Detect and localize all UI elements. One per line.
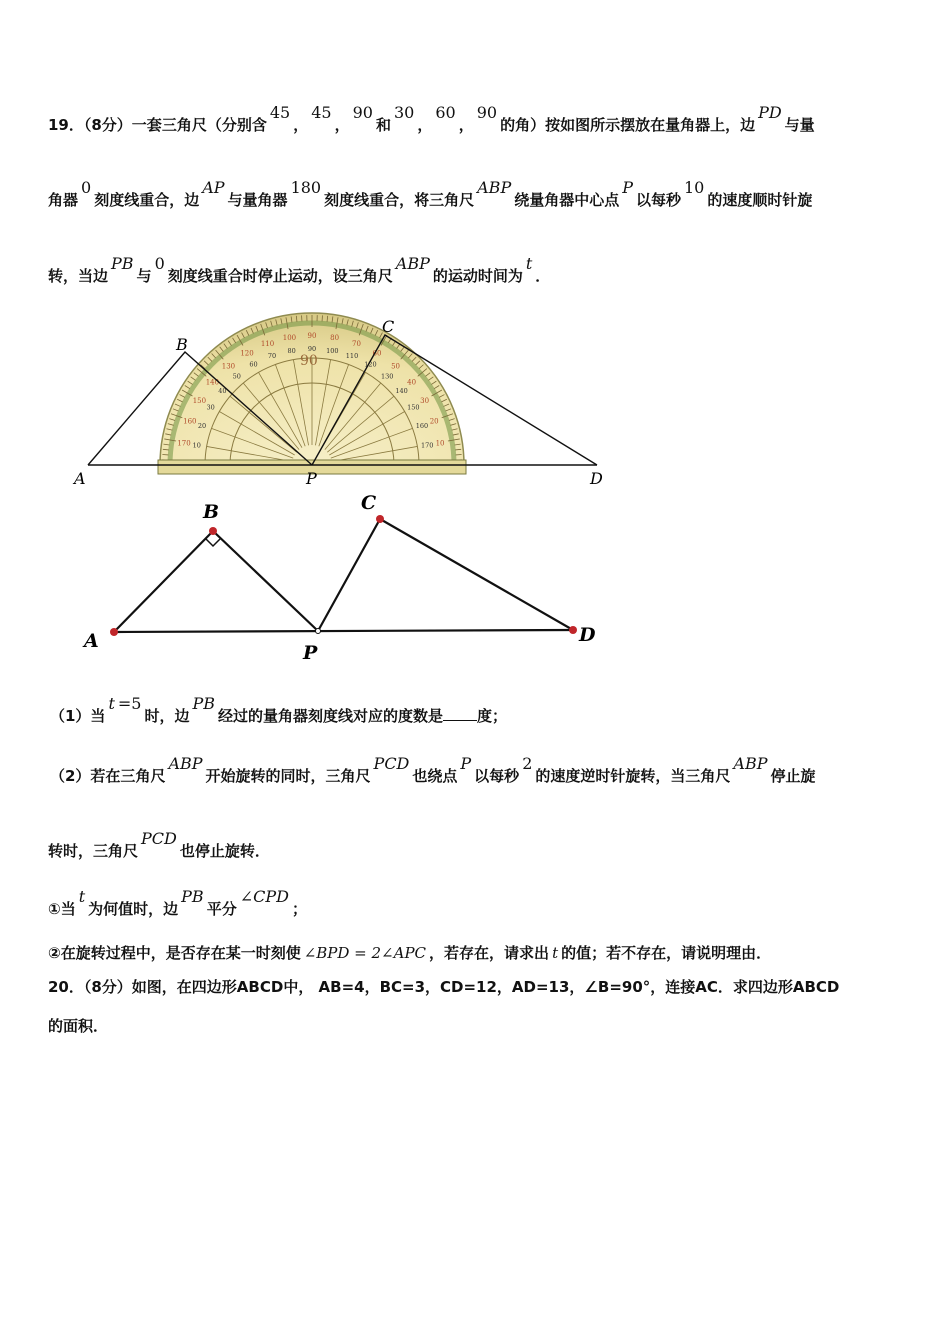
scale-outer-label: 170 <box>177 439 191 448</box>
scale-inner-label: 80 <box>287 346 296 355</box>
scale-inner-label: 150 <box>407 403 420 412</box>
point-C <box>376 515 384 523</box>
q20-line-2: 的面积． <box>48 1017 109 1035</box>
scale-inner-label: 140 <box>395 386 408 395</box>
scale-outer-label: 20 <box>429 417 439 426</box>
label-B: B <box>176 335 188 354</box>
scale-inner-label: 30 <box>206 403 215 412</box>
scale-inner-label: 110 <box>345 352 359 361</box>
scale-outer-label: 110 <box>260 339 275 348</box>
label-A: A <box>84 630 99 652</box>
answer-blank[interactable] <box>443 708 477 721</box>
scale-outer-label: 80 <box>330 333 340 342</box>
scale-inner-label: 160 <box>415 421 429 430</box>
sub-question-2-part-1: ①当t为何值时，边PB平分∠CPD； <box>48 887 307 918</box>
q19-line-2: 角器0刻度线重合，边AP与量角器180刻度线重合，将三角尺ABP绕量角器中心点P以每秒10的速度顺时针旋 <box>48 178 813 209</box>
label-P: P <box>306 469 317 488</box>
scale-outer-label: 100 <box>282 333 297 342</box>
label-A: A <box>74 469 86 488</box>
point-P <box>316 629 321 634</box>
scale-outer-label: 60 <box>372 349 382 358</box>
scale-inner-label: 90 <box>307 345 317 353</box>
scale-outer-label: 30 <box>420 397 430 405</box>
label-D: D <box>579 624 596 646</box>
scale-outer-label: 160 <box>183 417 197 426</box>
scale-inner-label: 130 <box>380 372 394 381</box>
label-C: C <box>382 317 395 336</box>
sub-question-2-line-2: 转时，三角尺PCD也停止旋转． <box>48 829 270 860</box>
segment-AD <box>114 630 573 632</box>
point-D <box>569 626 577 634</box>
sub-question-1: （1）当t =5时，边PB经过的量角器刻度线对应的度数是 度； <box>50 694 508 725</box>
scale-outer-label: 10 <box>435 439 445 448</box>
scale-inner-label: 100 <box>326 346 339 355</box>
scale-outer-label: 90 <box>307 332 317 340</box>
scale-inner-label: 10 <box>192 441 201 450</box>
q19-line-3: 转，当边PB与0刻度线重合时停止运动，设三角尺ABP的运动时间为t． <box>48 254 551 285</box>
question-number: 19． <box>48 116 84 134</box>
sub-question-2-line-1: （2）若在三角尺ABP开始旋转的同时，三角尺PCD也绕点P以每秒2的速度逆时针旋转，当三角尺ABP停止旋 <box>50 754 816 785</box>
q20-line-1: 20．（8分）如图，在四边形ABCD中， AB=4，BC=3，CD=12，AD=13，∠B=90°，连接AC．求四边形ABCD <box>48 978 840 996</box>
scale-outer-label: 150 <box>192 397 207 405</box>
scale-outer-label: 70 <box>352 339 361 348</box>
scale-inner-label: 170 <box>421 441 434 450</box>
scale-inner-label: 40 <box>218 386 227 395</box>
figure-triangles <box>70 495 630 665</box>
triangle-ABP <box>114 531 318 632</box>
triangle-PCD <box>318 519 573 631</box>
right-angle-mark <box>206 539 220 546</box>
scale-inner-label: 50 <box>232 372 241 381</box>
scale-outer-label: 120 <box>240 349 254 358</box>
scale-outer-label: 40 <box>407 378 417 387</box>
scale-outer-label: 130 <box>221 362 236 371</box>
scale-outer-label: 140 <box>205 378 220 387</box>
scale-inner-label: 70 <box>267 352 277 361</box>
scale-outer-label: 50 <box>391 362 401 371</box>
protractor-90-mark: 90 <box>300 353 318 369</box>
label-C: C <box>361 495 377 514</box>
label-D: D <box>590 469 603 488</box>
q19-line-1: 19．（8分）一套三角尺（分别含45，45，90和30，60，90的角）按如图所示摆放在量角器上，边PD与量 <box>48 103 815 134</box>
label-B: B <box>203 501 220 523</box>
scale-inner-label: 20 <box>197 421 207 430</box>
scale-inner-label: 60 <box>249 360 258 369</box>
figure-protractor <box>60 310 630 500</box>
label-P: P <box>303 642 318 664</box>
scale-inner-label: 120 <box>364 360 377 369</box>
point-B <box>209 527 217 535</box>
sub-question-2-part-2: ②在旋转过程中，是否存在某一时刻使 ∠BPD = 2∠APC ，若存在，请求出 t 的值；若不存在，请说明理由． <box>48 944 772 962</box>
point-A <box>110 628 118 636</box>
